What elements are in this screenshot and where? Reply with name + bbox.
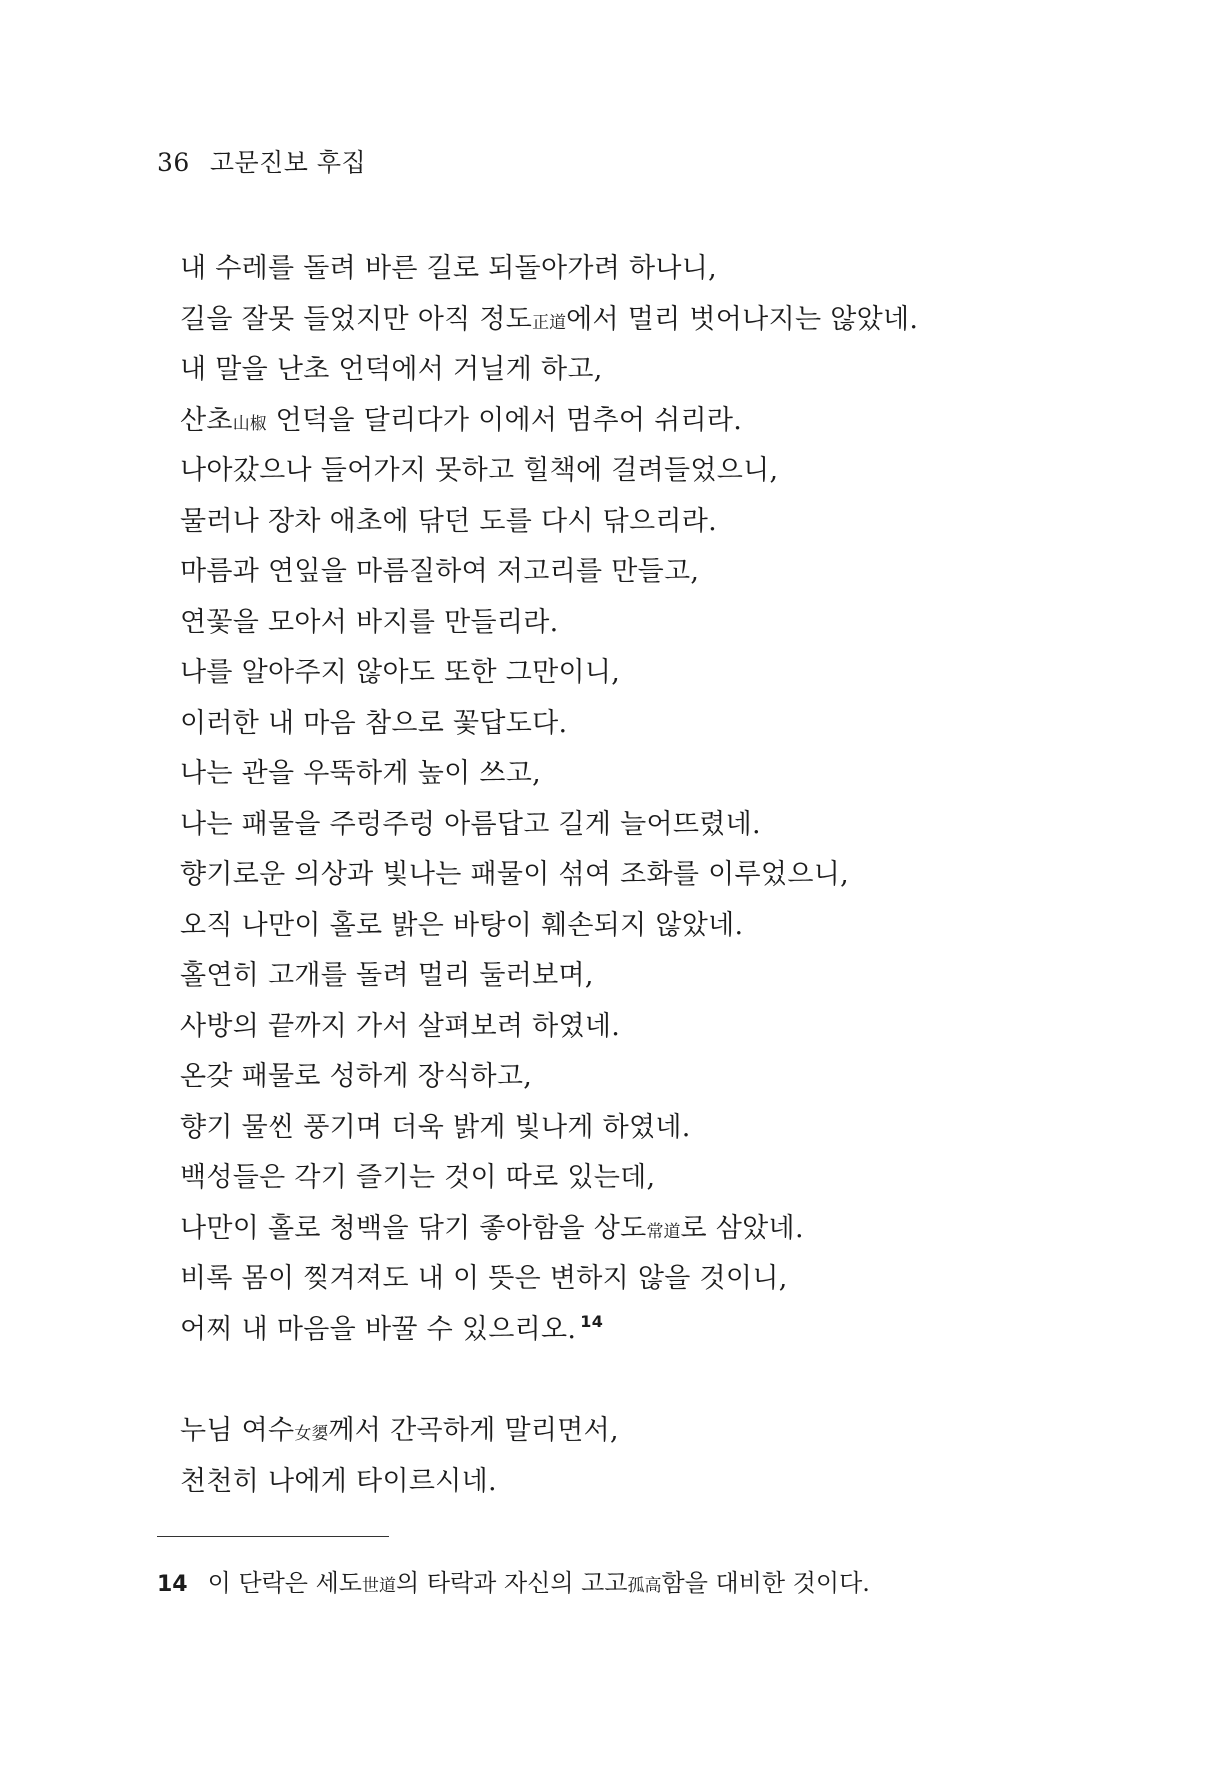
poem-line-text: 온갖 패물로 성하게 장식하고,: [180, 1061, 533, 1092]
running-header: [157, 150, 366, 175]
poem-line: [180, 1204, 1160, 1255]
poem-body: [180, 244, 1160, 1507]
poem-line: [180, 396, 1160, 447]
poem-line: [180, 497, 1160, 548]
poem-line: [180, 1457, 1160, 1508]
poem-line-text: 내 수레를 돌려 바른 길로 되돌아가려 하나니,: [180, 253, 718, 284]
poem-line-text: 내 말을 난초 언덕에서 거닐게 하고,: [180, 354, 603, 385]
poem-line-text: 어찌 내 마음을 바꿀 수 있으리오.: [180, 1313, 577, 1345]
poem-line-text: 비록 몸이 찢겨져도 내 이 뜻은 변하지 않을 것이니,: [180, 1263, 788, 1294]
poem-line-text: 나는 패물을 주렁주렁 아름답고 길게 늘어뜨렸네.: [180, 808, 761, 840]
poem-line: [180, 1254, 1160, 1305]
hanja-gloss: 正道: [532, 312, 567, 333]
poem-line: [180, 1103, 1160, 1154]
poem-line-text: 천천히 나에게 타이르시네.: [180, 1465, 497, 1497]
poem-line: [180, 446, 1160, 497]
footnote-reference: 14: [580, 1311, 604, 1331]
footnote-divider: [157, 1536, 389, 1537]
poem-line: [180, 295, 1160, 346]
footnote-text-pre: 이 단락은 세도: [207, 1569, 362, 1597]
hanja-gloss: 山椒: [232, 413, 267, 434]
poem-line: [180, 901, 1160, 952]
poem-line-text: 오직 나만이 홀로 밝은 바탕이 훼손되지 않았네.: [180, 909, 744, 941]
poem-line: [180, 1052, 1160, 1103]
poem-line-text: 언덕을 달리다가 이에서 멈추어 쉬리라.: [266, 404, 743, 436]
poem-line-text: 로 삼았네.: [680, 1212, 804, 1244]
book-title: 고문진보 후집: [209, 148, 367, 177]
hanja-gloss: 常道: [646, 1221, 681, 1242]
poem-line-text: 사방의 끝까지 가서 살펴보려 하였네.: [180, 1010, 621, 1042]
poem-line-text: 물러나 장차 애초에 닦던 도를 다시 닦으리라.: [180, 505, 718, 537]
poem-line-text: 누님 여수: [180, 1415, 295, 1446]
poem-line-text: 께서 간곡하게 말리면서,: [328, 1415, 619, 1446]
poem-line: [180, 598, 1160, 649]
poem-line: [180, 345, 1160, 396]
footnote: [157, 1568, 870, 1600]
poem-line-text: 마름과 연잎을 마름질하여 저고리를 만들고,: [180, 556, 700, 587]
poem-line: [180, 749, 1160, 800]
poem-line: [180, 648, 1160, 699]
poem-line: [180, 1406, 1160, 1457]
poem-line: [180, 547, 1160, 598]
poem-line: [180, 800, 1160, 851]
footnote-number: 14: [157, 1572, 188, 1597]
poem-line: [180, 1002, 1160, 1053]
poem-line: [180, 1305, 1160, 1356]
hanja-gloss: 女嬃: [294, 1424, 329, 1444]
poem-line: [180, 951, 1160, 1002]
poem-line-text: 홀연히 고개를 돌려 멀리 둘러보며,: [180, 960, 594, 991]
poem-line-text: 나를 알아주지 않아도 또한 그만이니,: [180, 657, 621, 688]
footnote-hanja: 孤高: [627, 1576, 662, 1596]
poem-line-text: 향기 물씬 풍기며 더욱 밝게 빛나게 하였네.: [180, 1111, 691, 1143]
poem-line: [180, 699, 1160, 750]
poem-line-text: 나만이 홀로 청백을 닦기 좋아함을 상도: [180, 1212, 647, 1244]
poem-line-text: 백성들은 각기 즐기는 것이 따로 있는데,: [180, 1162, 656, 1193]
poem-line-text: 나아갔으나 들어가지 못하고 힐책에 걸려들었으니,: [180, 455, 779, 486]
poem-line-text: 산초: [180, 404, 233, 436]
poem-line: [180, 850, 1160, 901]
footnote-text-post: 함을 대비한 것이다.: [661, 1569, 870, 1597]
footnote-text-mid: 의 타락과 자신의 고고: [396, 1569, 628, 1597]
poem-line: [180, 244, 1160, 295]
poem-line-text: 연꽃을 모아서 바지를 만들리라.: [180, 606, 559, 638]
poem-line-text: 나는 관을 우뚝하게 높이 쓰고,: [180, 758, 541, 789]
poem-stanza: [180, 244, 1160, 1355]
poem-stanza: [180, 1406, 1160, 1507]
poem-line: [180, 1153, 1160, 1204]
poem-line-text: 에서 멀리 벗어나지는 않았네.: [566, 303, 919, 335]
page-number: 36: [157, 148, 190, 177]
poem-line-text: 이러한 내 마음 참으로 꽃답도다.: [180, 707, 568, 739]
poem-line-text: 향기로운 의상과 빛나는 패물이 섞여 조화를 이루었으니,: [180, 859, 849, 890]
footnote-hanja: 世道: [362, 1576, 396, 1596]
poem-line-text: 길을 잘못 들었지만 아직 정도: [180, 303, 533, 335]
